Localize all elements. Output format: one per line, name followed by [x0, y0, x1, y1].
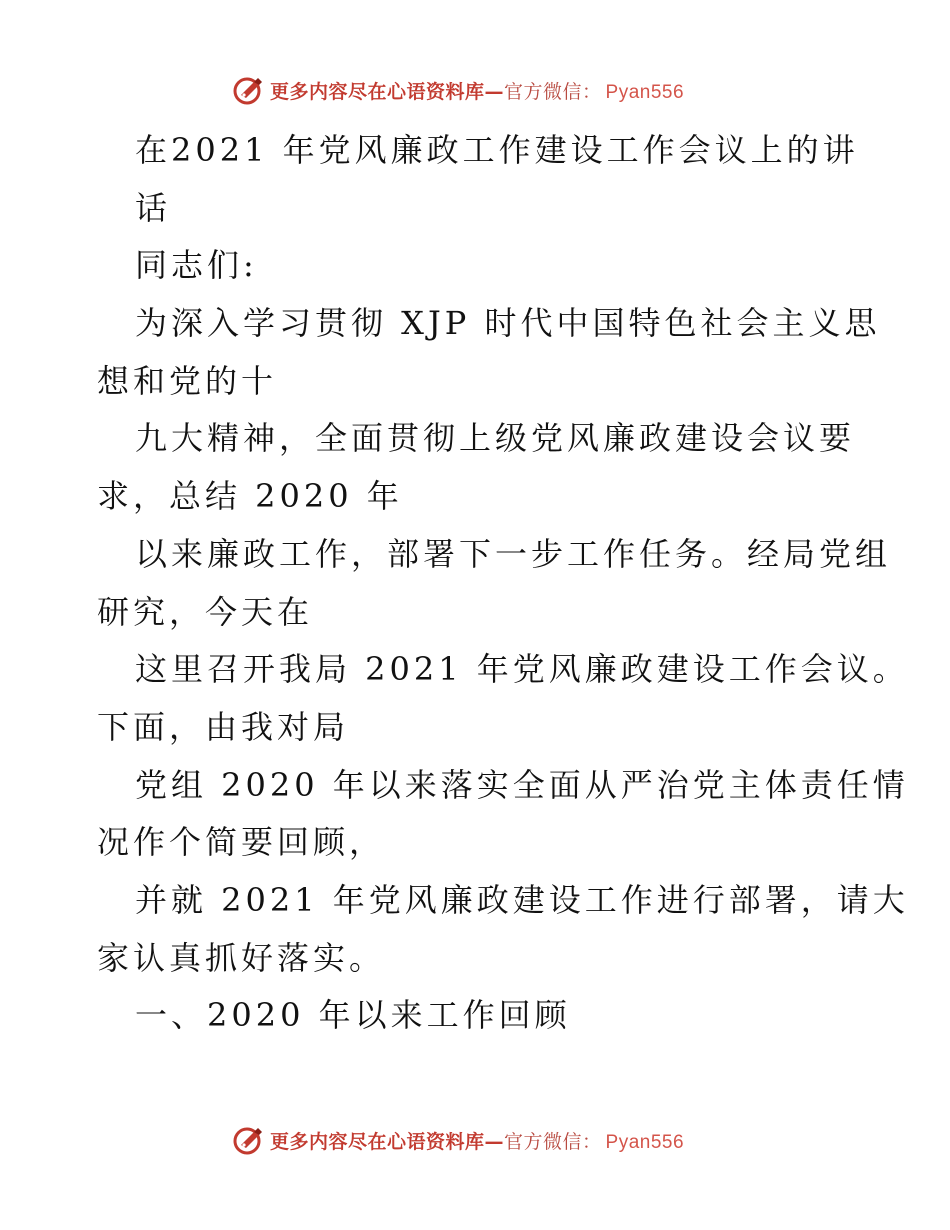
watermark-separator: — — [484, 80, 505, 103]
paragraph-line: 求，总结 2020 年 — [97, 477, 403, 516]
watermark-brand: 更多内容尽在心语资料库 — [270, 1130, 485, 1153]
watermark-brand: 更多内容尽在心语资料库 — [270, 80, 485, 103]
footer-watermark — [232, 1120, 684, 1160]
watermark-wechat-id: Pyan556 — [605, 1131, 685, 1153]
speech-title-line-2: 话 — [135, 188, 172, 227]
paragraph-line: 况作个简要回顾， — [97, 823, 386, 862]
paragraph-line: 为深入学习贯彻 XJP 时代中国特色社会主义思 — [135, 304, 881, 343]
fountain-pen-logo-icon — [232, 1123, 266, 1157]
speech-title-line-1: 在2021 年党风廉政工作建设工作会议上的讲 — [135, 131, 859, 169]
watermark-wechat-label: 官方微信： — [504, 1130, 602, 1153]
watermark-wechat-id: Pyan556 — [605, 81, 685, 103]
paragraph-line: 这里召开我局 2021 年党风廉政建设工作会议。 — [135, 650, 909, 689]
paragraph-line: 家认真抓好落实。 — [97, 938, 386, 977]
watermark-wechat-label: 官方微信： — [504, 80, 602, 103]
paragraph-line: 以来廉政工作，部署下一步工作任务。经局党组 — [135, 534, 892, 573]
section-heading: 一、2020 年以来工作回顾 — [135, 996, 571, 1035]
header-watermark — [232, 70, 684, 110]
salutation: 同志们: — [135, 246, 258, 285]
fountain-pen-logo-icon — [232, 73, 266, 107]
paragraph-line: 下面，由我对局 — [97, 707, 350, 746]
paragraph-line: 想和党的十 — [97, 361, 278, 400]
document-body — [97, 122, 909, 1045]
paragraph-line: 九大精神，全面贯彻上级党风廉政建设会议要 — [135, 419, 856, 458]
paragraph-line: 党组 2020 年以来落实全面从严治党主体责任情 — [135, 765, 909, 804]
paragraph-line: 并就 2021 年党风廉政建设工作进行部署，请大 — [135, 880, 909, 919]
watermark-separator: — — [484, 1130, 505, 1153]
paragraph-line: 研究，今天在 — [97, 592, 314, 631]
